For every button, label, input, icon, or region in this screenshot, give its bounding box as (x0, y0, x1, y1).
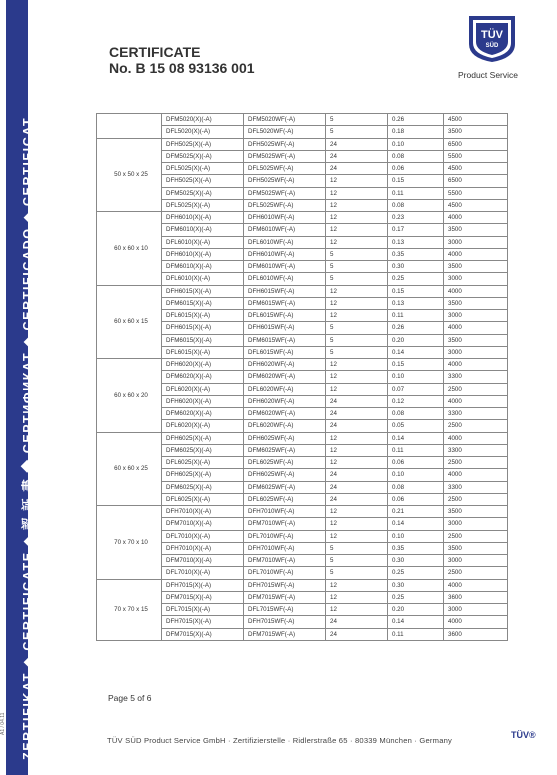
voltage-cell: 5 (326, 273, 388, 285)
model-cell: DFM6010(X)(-A) (162, 261, 244, 273)
voltage-cell: 5 (326, 567, 388, 579)
model-cell: DFM6025(X)(-A) (162, 481, 244, 493)
voltage-cell: 24 (326, 616, 388, 628)
table-row (97, 138, 508, 150)
speed-cell: 4000 (444, 469, 508, 481)
model-cell: DFM7015(X)(-A) (162, 591, 244, 603)
voltage-cell: 5 (326, 126, 388, 138)
size-cell: 60 x 60 x 10 (97, 212, 162, 286)
model-wf-cell: DFL6010WF(-A) (244, 273, 326, 285)
speed-cell: 2500 (444, 493, 508, 505)
model-cell: DFH7015(X)(-A) (162, 579, 244, 591)
speed-cell: 4500 (444, 114, 508, 126)
product-service-label: Product Service (458, 70, 518, 80)
model-cell: DFM5020(X)(-A) (162, 114, 244, 126)
voltage-cell: 12 (326, 236, 388, 248)
model-cell: DFL6010(X)(-A) (162, 273, 244, 285)
speed-cell: 2500 (444, 567, 508, 579)
speed-cell: 3300 (444, 371, 508, 383)
speed-cell: 2500 (444, 457, 508, 469)
current-cell: 0.15 (388, 175, 444, 187)
current-cell: 0.14 (388, 518, 444, 530)
size-cell: 60 x 60 x 20 (97, 359, 162, 433)
voltage-cell: 12 (326, 175, 388, 187)
model-wf-cell: DFM6010WF(-A) (244, 224, 326, 236)
speed-cell: 3000 (444, 236, 508, 248)
model-cell: DFL6010(X)(-A) (162, 236, 244, 248)
model-cell: DFM6020(X)(-A) (162, 371, 244, 383)
model-wf-cell: DFH7010WF(-A) (244, 506, 326, 518)
voltage-cell: 12 (326, 604, 388, 616)
model-wf-cell: DFM5020WF(-A) (244, 114, 326, 126)
footer-address: TÜV SÜD Product Service GmbH · Zertifizierstelle · Ridlerstraße 65 · 80339 München · Germany (107, 736, 453, 745)
model-cell: DFL7015(X)(-A) (162, 604, 244, 616)
voltage-cell: 24 (326, 628, 388, 640)
model-wf-cell: DFH6020WF(-A) (244, 359, 326, 371)
voltage-cell: 12 (326, 444, 388, 456)
current-cell: 0.12 (388, 395, 444, 407)
current-cell: 0.11 (388, 444, 444, 456)
model-wf-cell: DFH6015WF(-A) (244, 322, 326, 334)
model-cell: DFH6015(X)(-A) (162, 285, 244, 297)
voltage-cell: 24 (326, 408, 388, 420)
model-wf-cell: DFL6025WF(-A) (244, 457, 326, 469)
current-cell: 0.08 (388, 199, 444, 211)
voltage-cell: 5 (326, 261, 388, 273)
voltage-cell: 12 (326, 579, 388, 591)
current-cell: 0.26 (388, 114, 444, 126)
voltage-cell: 12 (326, 506, 388, 518)
speed-cell: 4000 (444, 432, 508, 444)
model-wf-cell: DFM7015WF(-A) (244, 591, 326, 603)
speed-cell: 6500 (444, 175, 508, 187)
model-wf-cell: DFM6015WF(-A) (244, 297, 326, 309)
model-cell: DFM6015(X)(-A) (162, 334, 244, 346)
current-cell: 0.30 (388, 261, 444, 273)
model-wf-cell: DFM7015WF(-A) (244, 628, 326, 640)
voltage-cell: 5 (326, 334, 388, 346)
model-wf-cell: DFH7015WF(-A) (244, 616, 326, 628)
model-wf-cell: DFL5025WF(-A) (244, 199, 326, 211)
speed-cell: 4000 (444, 579, 508, 591)
model-wf-cell: DFH5025WF(-A) (244, 138, 326, 150)
model-cell: DFM5025(X)(-A) (162, 187, 244, 199)
model-cell: DFM6010(X)(-A) (162, 224, 244, 236)
current-cell: 0.11 (388, 310, 444, 322)
model-cell: DFL6025(X)(-A) (162, 493, 244, 505)
current-cell: 0.11 (388, 628, 444, 640)
model-cell: DFH6025(X)(-A) (162, 432, 244, 444)
current-cell: 0.14 (388, 616, 444, 628)
page-number: Page 5 of 6 (108, 693, 152, 703)
table-row (97, 114, 508, 126)
current-cell: 0.15 (388, 359, 444, 371)
voltage-cell: 12 (326, 187, 388, 199)
model-cell: DFL5020(X)(-A) (162, 126, 244, 138)
current-cell: 0.30 (388, 555, 444, 567)
model-wf-cell: DFL7010WF(-A) (244, 567, 326, 579)
model-cell: DFL7010(X)(-A) (162, 530, 244, 542)
model-wf-cell: DFH5025WF(-A) (244, 175, 326, 187)
voltage-cell: 12 (326, 591, 388, 603)
speed-cell: 2500 (444, 530, 508, 542)
voltage-cell: 12 (326, 457, 388, 469)
model-cell: DFH6020(X)(-A) (162, 359, 244, 371)
voltage-cell: 24 (326, 395, 388, 407)
model-cell: DFM7010(X)(-A) (162, 518, 244, 530)
model-wf-cell: DFM6015WF(-A) (244, 334, 326, 346)
model-wf-cell: DFM6020WF(-A) (244, 408, 326, 420)
size-cell: 60 x 60 x 25 (97, 432, 162, 506)
model-cell: DFM7010(X)(-A) (162, 555, 244, 567)
model-cell: DFL6015(X)(-A) (162, 310, 244, 322)
model-cell: DFL5025(X)(-A) (162, 163, 244, 175)
speed-cell: 2500 (444, 383, 508, 395)
size-cell (97, 114, 162, 139)
model-cell: DFH5025(X)(-A) (162, 175, 244, 187)
current-cell: 0.10 (388, 469, 444, 481)
speed-cell: 3300 (444, 408, 508, 420)
speed-cell: 3500 (444, 542, 508, 554)
model-wf-cell: DFH7015WF(-A) (244, 579, 326, 591)
voltage-cell: 5 (326, 555, 388, 567)
current-cell: 0.08 (388, 408, 444, 420)
current-cell: 0.14 (388, 432, 444, 444)
current-cell: 0.08 (388, 150, 444, 162)
voltage-cell: 12 (326, 359, 388, 371)
speed-cell: 4000 (444, 322, 508, 334)
model-wf-cell: DFL5025WF(-A) (244, 163, 326, 175)
current-cell: 0.05 (388, 420, 444, 432)
speed-cell: 3000 (444, 555, 508, 567)
model-cell: DFM5025(X)(-A) (162, 150, 244, 162)
voltage-cell: 12 (326, 530, 388, 542)
voltage-cell: 24 (326, 469, 388, 481)
current-cell: 0.21 (388, 506, 444, 518)
speed-cell: 3000 (444, 604, 508, 616)
size-cell: 50 x 50 x 25 (97, 138, 162, 212)
model-cell: DFL7010(X)(-A) (162, 567, 244, 579)
current-cell: 0.14 (388, 346, 444, 358)
model-wf-cell: DFM6025WF(-A) (244, 444, 326, 456)
current-cell: 0.06 (388, 163, 444, 175)
current-cell: 0.35 (388, 248, 444, 260)
current-cell: 0.06 (388, 493, 444, 505)
model-wf-cell: DFH6020WF(-A) (244, 395, 326, 407)
sidebar-certificate-text: ZERTIFIKAT ◆ CERTIFICATE ◆ 認 証 書 ◆ СЕРТИФИКАТ ◆ CERTIFICADO ◆ CERTIFICAT (21, 116, 35, 760)
current-cell: 0.20 (388, 604, 444, 616)
size-cell: 70 x 70 x 10 (97, 506, 162, 580)
voltage-cell: 12 (326, 199, 388, 211)
voltage-cell: 12 (326, 297, 388, 309)
voltage-cell: 5 (326, 248, 388, 260)
voltage-cell: 12 (326, 310, 388, 322)
model-wf-cell: DFM6025WF(-A) (244, 481, 326, 493)
model-wf-cell: DFL6015WF(-A) (244, 310, 326, 322)
speed-cell: 3600 (444, 628, 508, 640)
model-wf-cell: DFM7010WF(-A) (244, 555, 326, 567)
voltage-cell: 24 (326, 150, 388, 162)
voltage-cell: 24 (326, 163, 388, 175)
model-cell: DFH6010(X)(-A) (162, 212, 244, 224)
model-wf-cell: DFH6025WF(-A) (244, 432, 326, 444)
model-wf-cell: DFM5025WF(-A) (244, 187, 326, 199)
speed-cell: 3500 (444, 126, 508, 138)
model-cell: DFH6025(X)(-A) (162, 469, 244, 481)
table-row (97, 359, 508, 371)
current-cell: 0.13 (388, 297, 444, 309)
model-wf-cell: DFH6010WF(-A) (244, 248, 326, 260)
size-cell: 60 x 60 x 15 (97, 285, 162, 359)
current-cell: 0.23 (388, 212, 444, 224)
model-cell: DFL6025(X)(-A) (162, 457, 244, 469)
current-cell: 0.11 (388, 187, 444, 199)
speed-cell: 3500 (444, 506, 508, 518)
sidebar-band (0, 0, 35, 775)
speed-cell: 3000 (444, 273, 508, 285)
current-cell: 0.20 (388, 334, 444, 346)
model-wf-cell: DFL7015WF(-A) (244, 604, 326, 616)
current-cell: 0.18 (388, 126, 444, 138)
speed-cell: 4000 (444, 616, 508, 628)
speed-cell: 5500 (444, 187, 508, 199)
speed-cell: 3000 (444, 518, 508, 530)
model-wf-cell: DFL6020WF(-A) (244, 383, 326, 395)
model-cell: DFL6020(X)(-A) (162, 383, 244, 395)
speed-cell: 4000 (444, 395, 508, 407)
footer-logo: TÜV® (511, 730, 536, 740)
speed-cell: 4500 (444, 199, 508, 211)
current-cell: 0.25 (388, 591, 444, 603)
model-wf-cell: DFL5020WF(-A) (244, 126, 326, 138)
model-wf-cell: DFH6010WF(-A) (244, 212, 326, 224)
model-wf-cell: DFM7010WF(-A) (244, 518, 326, 530)
speed-cell: 4000 (444, 285, 508, 297)
model-cell: DFL6020(X)(-A) (162, 420, 244, 432)
table-row (97, 285, 508, 297)
current-cell: 0.15 (388, 285, 444, 297)
speed-cell: 3600 (444, 591, 508, 603)
speed-cell: 3300 (444, 444, 508, 456)
model-wf-cell: DFL6020WF(-A) (244, 420, 326, 432)
speed-cell: 3300 (444, 481, 508, 493)
speed-cell: 4000 (444, 359, 508, 371)
current-cell: 0.25 (388, 567, 444, 579)
voltage-cell: 12 (326, 224, 388, 236)
model-cell: DFM6020(X)(-A) (162, 408, 244, 420)
speed-cell: 5500 (444, 150, 508, 162)
current-cell: 0.10 (388, 371, 444, 383)
speed-cell: 3000 (444, 310, 508, 322)
current-cell: 0.25 (388, 273, 444, 285)
voltage-cell: 24 (326, 420, 388, 432)
tuv-sud-logo-icon (465, 14, 519, 64)
model-wf-cell: DFL6015WF(-A) (244, 346, 326, 358)
model-wf-cell: DFH6025WF(-A) (244, 469, 326, 481)
current-cell: 0.08 (388, 481, 444, 493)
current-cell: 0.30 (388, 579, 444, 591)
current-cell: 0.10 (388, 530, 444, 542)
certificate-title: CERTIFICATE (109, 44, 201, 60)
table-row (97, 506, 508, 518)
current-cell: 0.26 (388, 322, 444, 334)
voltage-cell: 12 (326, 285, 388, 297)
certificate-number: No. B 15 08 93136 001 (109, 60, 255, 76)
voltage-cell: 5 (326, 322, 388, 334)
voltage-cell: 12 (326, 432, 388, 444)
model-cell: DFH6010(X)(-A) (162, 248, 244, 260)
model-wf-cell: DFM5025WF(-A) (244, 150, 326, 162)
model-wf-cell: DFL6025WF(-A) (244, 493, 326, 505)
model-cell: DFL6015(X)(-A) (162, 346, 244, 358)
model-cell: DFH6020(X)(-A) (162, 395, 244, 407)
model-cell: DFM6015(X)(-A) (162, 297, 244, 309)
model-wf-cell: DFH6015WF(-A) (244, 285, 326, 297)
voltage-cell: 24 (326, 481, 388, 493)
model-cell: DFM6025(X)(-A) (162, 444, 244, 456)
speed-cell: 6500 (444, 138, 508, 150)
current-cell: 0.13 (388, 236, 444, 248)
model-wf-cell: DFM6010WF(-A) (244, 261, 326, 273)
voltage-cell: 24 (326, 138, 388, 150)
model-cell: DFL5025(X)(-A) (162, 199, 244, 211)
current-cell: 0.35 (388, 542, 444, 554)
speed-cell: 4000 (444, 248, 508, 260)
speed-cell: 3500 (444, 297, 508, 309)
model-cell: DFM7015(X)(-A) (162, 628, 244, 640)
model-cell: DFH7010(X)(-A) (162, 506, 244, 518)
voltage-cell: 5 (326, 114, 388, 126)
voltage-cell: 12 (326, 371, 388, 383)
table-row (97, 432, 508, 444)
voltage-cell: 12 (326, 383, 388, 395)
speed-cell: 3000 (444, 346, 508, 358)
table-row (97, 579, 508, 591)
revision-code: A1 / 04.11 (0, 712, 6, 735)
model-cell: DFH7010(X)(-A) (162, 542, 244, 554)
model-cell: DFH6015(X)(-A) (162, 322, 244, 334)
voltage-cell: 12 (326, 518, 388, 530)
voltage-cell: 5 (326, 542, 388, 554)
model-wf-cell: DFH7010WF(-A) (244, 542, 326, 554)
speed-cell: 4000 (444, 212, 508, 224)
model-table (96, 113, 508, 641)
logo-text-sud: SÜD (485, 43, 499, 49)
model-wf-cell: DFL6010WF(-A) (244, 236, 326, 248)
model-cell: DFH7015(X)(-A) (162, 616, 244, 628)
speed-cell: 4500 (444, 163, 508, 175)
voltage-cell: 12 (326, 212, 388, 224)
logo-text-tuv: TÜV (481, 29, 503, 41)
model-cell: DFH5025(X)(-A) (162, 138, 244, 150)
speed-cell: 3500 (444, 261, 508, 273)
model-wf-cell: DFL7010WF(-A) (244, 530, 326, 542)
size-cell: 70 x 70 x 15 (97, 579, 162, 640)
table-row (97, 212, 508, 224)
current-cell: 0.10 (388, 138, 444, 150)
voltage-cell: 5 (326, 346, 388, 358)
current-cell: 0.07 (388, 383, 444, 395)
current-cell: 0.06 (388, 457, 444, 469)
model-wf-cell: DFM6020WF(-A) (244, 371, 326, 383)
current-cell: 0.17 (388, 224, 444, 236)
speed-cell: 3500 (444, 334, 508, 346)
voltage-cell: 24 (326, 493, 388, 505)
speed-cell: 2500 (444, 420, 508, 432)
speed-cell: 3500 (444, 224, 508, 236)
